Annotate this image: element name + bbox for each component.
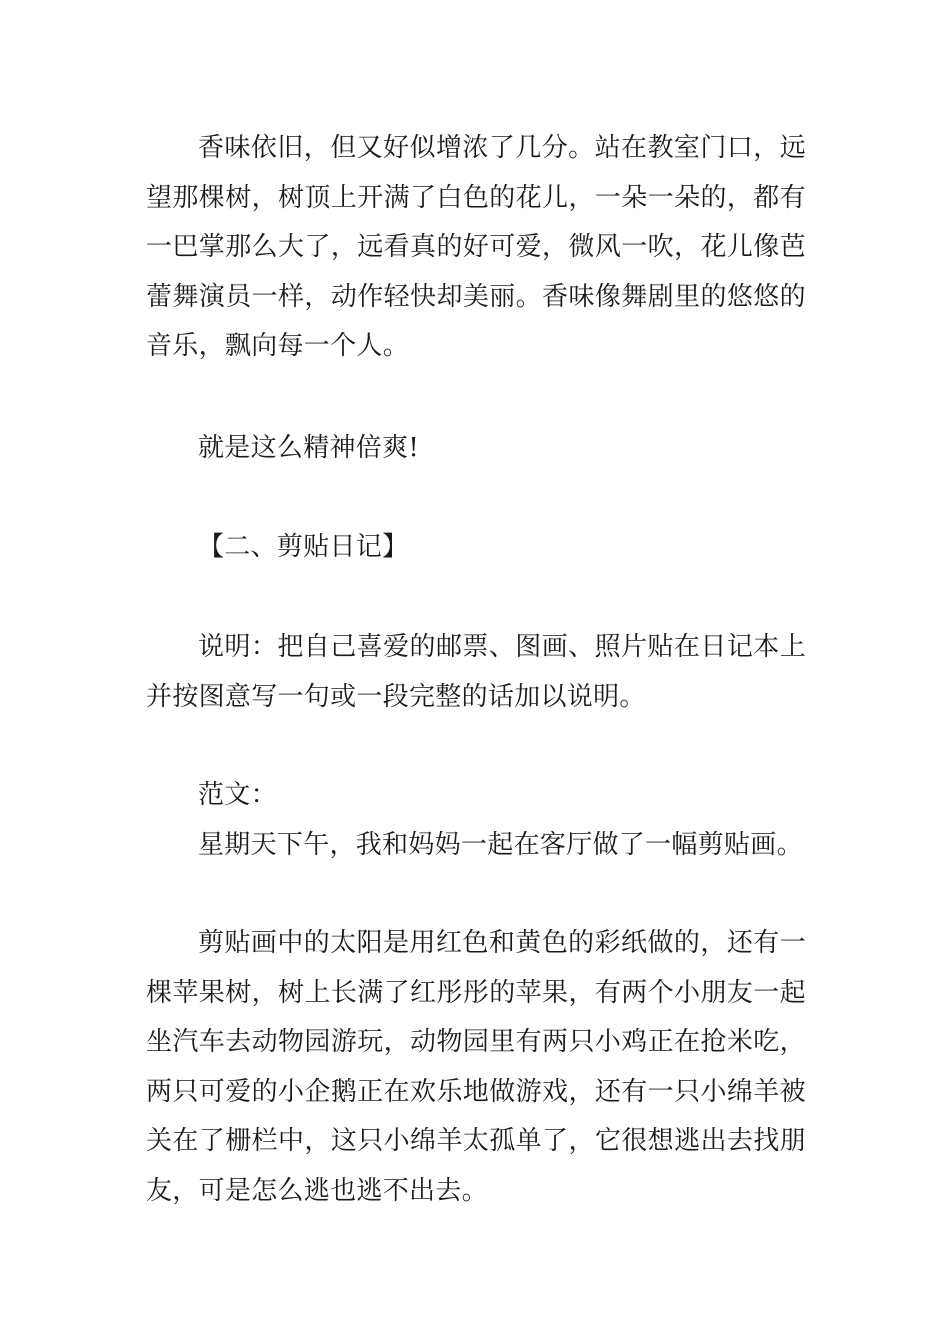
paragraph-sunday-afternoon: 星期天下午，我和妈妈一起在客厅做了一幅剪贴画。	[198, 830, 803, 860]
paragraph-tree-fragrance: 香味依旧，但又好似增浓了几分。站在教室门口，远望那棵树，树顶上开满了白色的花儿，一朵一朵的，都有一巴掌那么大了，远看真的好可爱，微风一吹，花儿像芭蕾舞演员一样，动作轻快却美丽。香味像舞剧里的悠悠的音乐，飘向每一个人。	[146, 133, 806, 361]
paragraph-instructions: 说明：把自己喜爱的邮票、图画、照片贴在日记本上并按图意写一句或一段完整的话加以说明。	[146, 632, 806, 712]
paragraph-collage-description: 剪贴画中的太阳是用红色和黄色的彩纸做的，还有一棵苹果树，树上长满了红彤彤的苹果，有两个小朋友一起坐汽车去动物园游玩，动物园里有两只小鸡正在抢米吃，两只可爱的小企鹅正在欢乐地做游戏，还有一只小绵羊被关在了栅栏中，这只小绵羊太孤单了，它很想逃出去找朋友，可是怎么逃也逃不出去。	[146, 928, 806, 1206]
section-heading-clip-diary: 【二、剪贴日记】	[198, 532, 409, 562]
sample-label: 范文：	[198, 780, 277, 810]
paragraph-refreshing: 就是这么精神倍爽!	[198, 433, 420, 463]
